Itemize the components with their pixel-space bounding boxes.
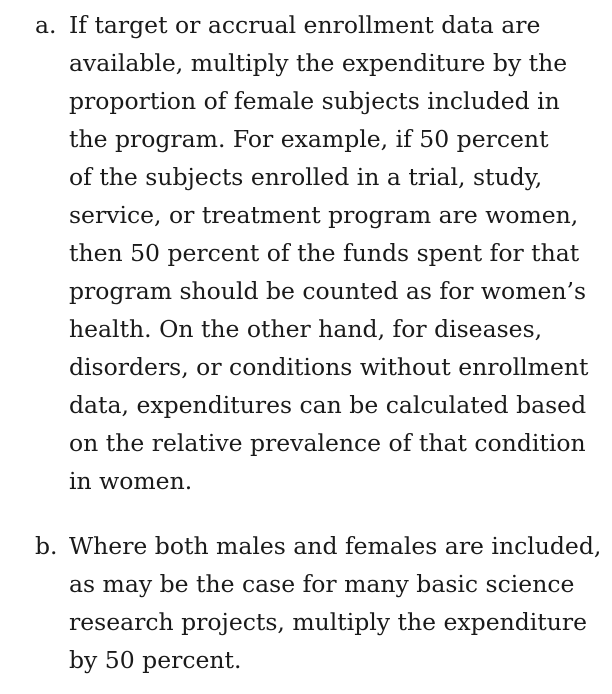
paragraph-b [69, 527, 601, 679]
text-line: of the subjects enrolled in a trial, study, [69, 163, 543, 191]
text-line: on the relative prevalence of that condition [69, 429, 586, 457]
text-line: available, multiply the expenditure by the [69, 49, 568, 77]
text-line: proportion of female subjects included in [69, 87, 560, 115]
text-line: research projects, multiply the expenditure [69, 608, 588, 636]
text-line: health. On the other hand, for diseases, [69, 315, 543, 343]
text-line: If target or accrual enrollment data are [69, 11, 541, 39]
text-line: as may be the case for many basic science [69, 570, 575, 598]
text-line: the program. For example, if 50 percent [69, 125, 549, 153]
text-line: program should be counted as for women’s [69, 277, 587, 305]
list-marker-b: b. [35, 532, 58, 560]
list-marker-a: a. [35, 11, 57, 39]
paragraph-a [69, 6, 588, 500]
text-line: then 50 percent of the funds spent for that [69, 239, 580, 267]
text-line: service, or treatment program are women, [69, 201, 579, 229]
text-line: by 50 percent. [69, 646, 242, 674]
text-line: Where both males and females are included, [69, 532, 602, 560]
text-line: in women. [69, 467, 193, 495]
text-line: data, expenditures can be calculated based [69, 391, 587, 419]
text-line: disorders, or conditions without enrollment [69, 353, 589, 381]
